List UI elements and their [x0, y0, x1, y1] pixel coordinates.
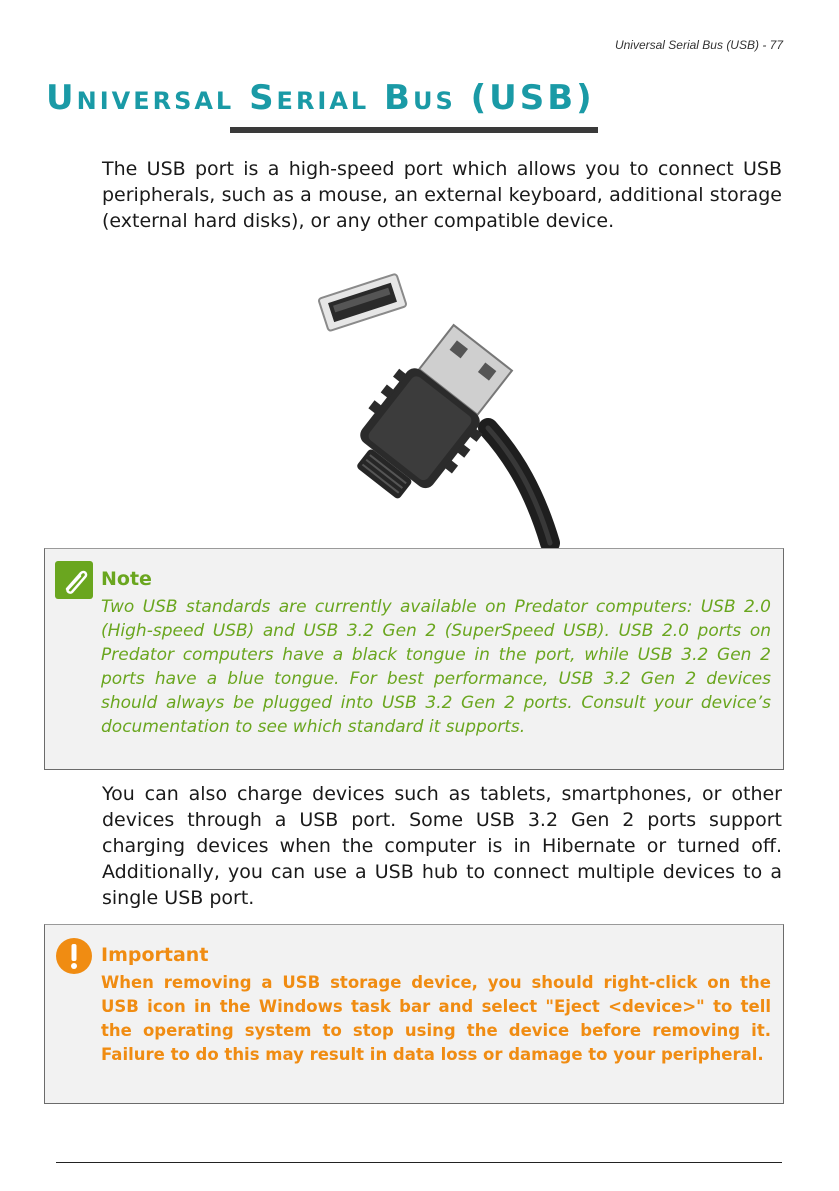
intro-paragraph: The USB port is a high-speed port which allows you to connect USB peripherals, such as a mouse, an external keyboard, additional storage (external hard disks), or any other compatible device.	[102, 158, 782, 232]
note-label: Note	[101, 568, 152, 590]
charging-paragraph: You can also charge devices such as tablets, smartphones, or other devices through a USB port. Some USB 3.2 Gen 2 ports support charging devices when the computer is in Hibernate or turned off. Additionally, you can use a USB hub to connect multiple devices to a single USB port.	[102, 783, 782, 909]
paperclip-icon	[55, 561, 93, 599]
running-header: Universal Serial Bus (USB) - 77	[614, 38, 783, 52]
note-text: Two USB standards are currently available on Predator computers: USB 2.0 (High-speed USB) and USB 3.2 Gen 2 (SuperSpeed USB). USB 2.0 ports on Predator computers have a black tongue in the port, while USB 3.2 Gen 2 ports have a blue tongue. For best performance, USB 3.2 Gen 2 devices should always be plugged into USB 3.2 Gen 2 ports. Consult your device’s documentation to see which standard it supports.	[101, 597, 771, 737]
important-text: When removing a USB storage device, you should right-click on the USB icon in the Windows task bar and select "Eject <device>" to tell the operating system to stop using the device before removing it. Failure to do this may result in data loss or damage to your peripheral.	[101, 973, 771, 1064]
important-label: Important	[101, 944, 209, 966]
footer-rule	[56, 1162, 782, 1163]
page-title: Universal Serial Bus (USB)	[46, 78, 595, 118]
usb-plug-illustration	[300, 268, 580, 548]
title-underline	[230, 127, 598, 133]
exclamation-icon	[55, 937, 93, 975]
note-box	[44, 548, 784, 770]
important-box	[44, 924, 784, 1104]
